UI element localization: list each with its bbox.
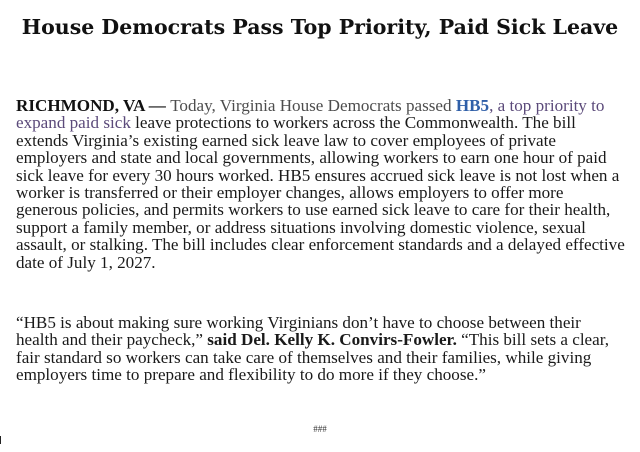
- quote-part-2: “This bill sets a clear, fair standard so workers can take care of themselves and their families, while giving employers time to prepare and flexibility to do more if they choose.”: [16, 330, 610, 385]
- lead-text-continued: , a top priority to expand paid sick: [16, 96, 605, 133]
- quote-part-1: “HB5 is about making sure working Virginians don’t have to choose between their health and their paycheck,”: [16, 313, 581, 350]
- paragraph-announcement: [16, 97, 626, 271]
- dateline: RICHMOND, VA —: [16, 96, 171, 115]
- announcement-body: leave protections to workers across the Commonwealth. The bill extends Virginia’s existing earned sick leave law to cover employees of private employers and state and local governments, allowing workers to earn one hour of paid sick leave for every 30 hours worked. HB5 ensures accrued sick leave is not lost when a worker is transferred or their employer changes, allows employers to offer more generous policies, and permits workers to use earned sick leave to care for their health, support a family member, or address situations involving domestic violence, sexual assault, or stalking. The bill includes clear enforcement standards and a delayed effective date of July 1, 2027.: [16, 113, 625, 272]
- speaker-attribution: said Del. Kelly K. Convirs-Fowler.: [207, 330, 457, 350]
- hb5-link[interactable]: HB5: [455, 96, 490, 115]
- end-mark: ###: [313, 424, 327, 434]
- lead-text: Today, Virginia House Democrats passed: [170, 96, 456, 115]
- headline: House Democrats Pass Top Priority, Paid Sick Leave: [21, 15, 619, 39]
- edge-divider: [0, 436, 1, 444]
- paragraph-quote: [16, 314, 626, 384]
